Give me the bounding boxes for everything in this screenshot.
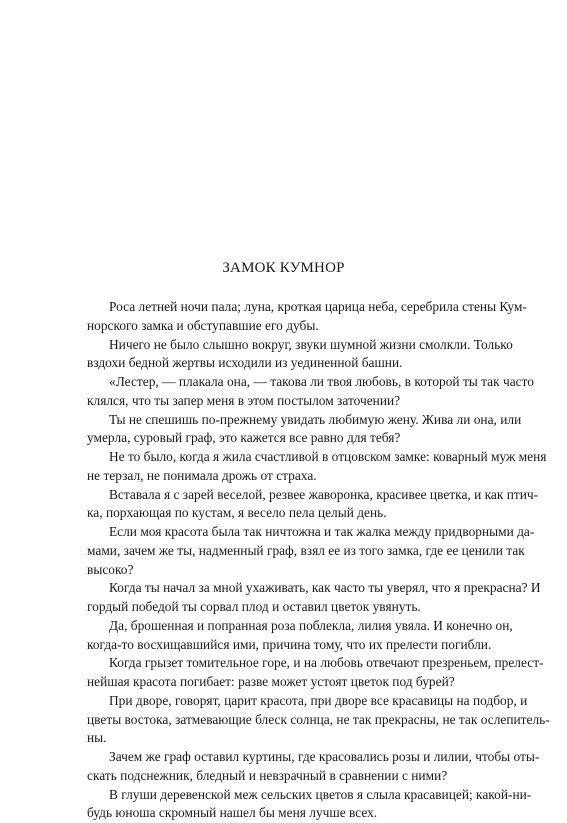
paragraph	[87, 748, 497, 786]
paragraph	[87, 579, 497, 617]
paragraph	[87, 523, 497, 579]
text-line: ны.	[65, 729, 497, 748]
text-line: Ты не спешишь по-прежнему увидать любимую жену. Жива ли она, или	[87, 411, 497, 430]
paragraph	[87, 786, 497, 823]
body-text	[87, 298, 497, 823]
text-line: При дворе, говорят, царит красота, при дворе все красавицы на подбор, и	[87, 692, 497, 711]
text-line: будь юноша скромный нашел бы меня лучше всех.	[65, 804, 497, 823]
text-line: когда-то восхищавшийся ими, причина тому, что их прелести погибли.	[65, 636, 497, 655]
paragraph	[87, 373, 497, 411]
paragraph	[87, 654, 497, 692]
text-line: Ничего не было слышно вокруг, звуки шумной жизни смолкли. Только	[87, 336, 497, 355]
text-line: Вставала я с зарей веселой, резвее жаворонка, красивее цветка, и как птич-	[87, 486, 497, 505]
text-line: умерла, суровый граф, это кажется все равно для тебя?	[65, 429, 497, 448]
text-line: Роса летней ночи пала; луна, кроткая царица неба, серебрила стены Кум-	[87, 298, 497, 317]
text-line: вздохи бедной жертвы исходили из уединенной башни.	[65, 354, 497, 373]
text-line: Да, брошенная и попранная роза поблекла, лилия увяла. И конечно он,	[87, 617, 497, 636]
text-line: Когда грызет томительное горе, и на любовь отвечают презреньем, прелест-	[87, 654, 497, 673]
chapter-title: ЗАМОК КУМНОР	[0, 258, 567, 278]
text-line: Когда ты начал за мной ухаживать, как часто ты уверял, что я прекрасна? И	[87, 579, 497, 598]
text-line: ка, порхающая по кустам, я весело пела целый день.	[65, 504, 497, 523]
text-line: Если моя красота была так ничтожна и так жалка между придворными да-	[87, 523, 497, 542]
text-line: В глуши деревенской меж сельских цветов я слыла красавицей; какой-ни-	[87, 786, 497, 805]
text-line: цветы востока, затмевающие блеск солнца, не так прекрасны, не так ослепитель-	[65, 711, 497, 730]
text-line: нейшая красота погибает: разве может устоят цветок под бурей?	[65, 673, 497, 692]
text-line: Зачем же граф оставил куртины, где красовались розы и лилии, чтобы оты-	[87, 748, 497, 767]
paragraph	[87, 692, 497, 748]
paragraph	[87, 617, 497, 655]
paragraph	[87, 486, 497, 524]
paragraph	[87, 336, 497, 374]
text-line: норского замка и обступавшие его дубы.	[65, 317, 497, 336]
text-line: мами, зачем же ты, надменный граф, взял ее из того замка, где ее ценили так	[65, 542, 497, 561]
text-line: скать подснежник, бледный и невзрачный в сравнении с ними?	[65, 767, 497, 786]
text-line: клялся, что ты запер меня в этом постылом заточении?	[65, 392, 497, 411]
paragraph	[87, 448, 497, 486]
text-line: не терзал, не понимала дрожь от страха.	[65, 467, 497, 486]
paragraph	[87, 411, 497, 449]
paragraph	[87, 298, 497, 336]
text-line: Не то было, когда я жила счастливой в отцовском замке: коварный муж меня	[87, 448, 497, 467]
text-line: высоко?	[65, 561, 497, 580]
text-line: гордый победой ты сорвал плод и оставил цветок увянуть.	[65, 598, 497, 617]
text-line: «Лестер, — плакала она, — такова ли твоя любовь, в которой ты так часто	[87, 373, 497, 392]
